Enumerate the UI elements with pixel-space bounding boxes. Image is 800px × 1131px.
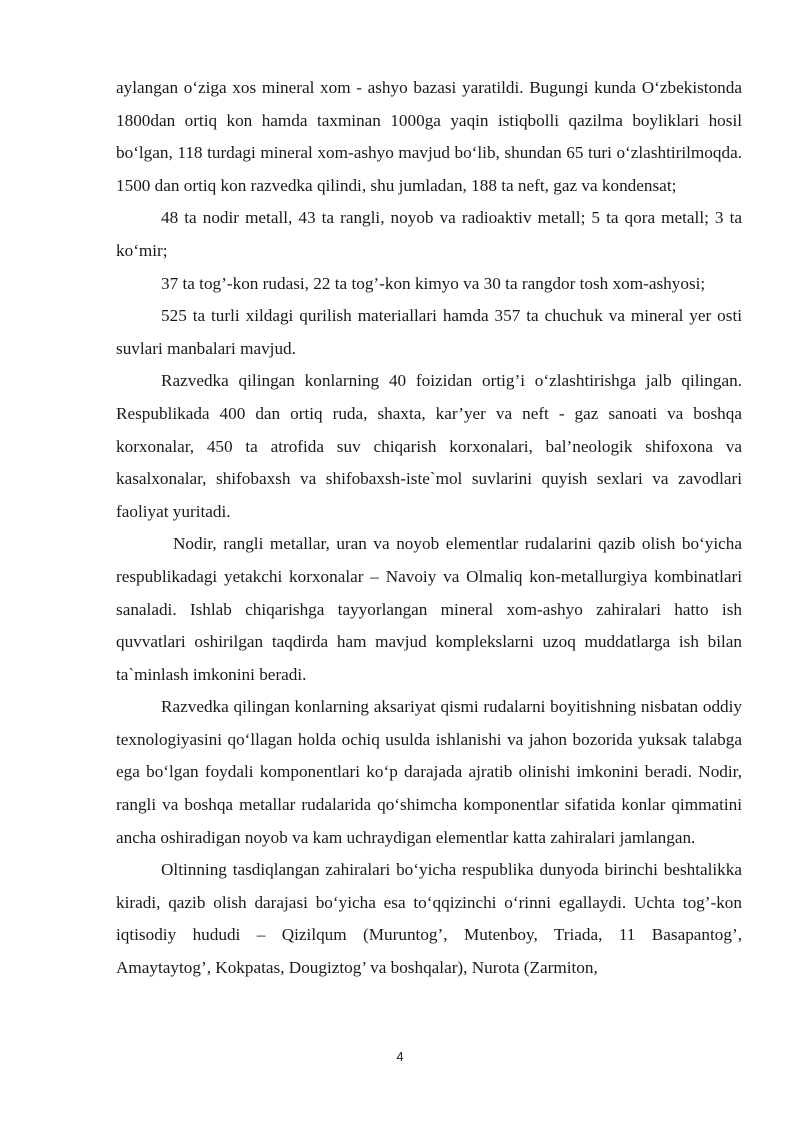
- paragraph-3: 37 ta tog’-kon rudasi, 22 ta tog’-kon kimyo va 30 ta rangdor tosh xom-ashyosi;: [161, 273, 706, 293]
- paragraph-4: 525 ta turli xildagi qurilish materiallari hamda 357 ta chuchuk va mineral yer osti suvlari manbalari mavjud.: [116, 306, 742, 358]
- paragraph-6: Nodir, rangli metallar, uran va noyob elementlar rudalarini qazib olish bo‘yicha respublikadagi yetakchi korxonalar – Navoiy va Olmaliq kon-metallurgiya kombinatlari sanaladi. Ishlab chiqarishga tayyorlangan mineral xom-ashyo zahiralari hatto ish quvvatlari oshirilgan taqdirda ham mavjud komplekslarni uzoq muddatlarga ish bilan ta`minlash imkonini beradi.: [116, 534, 742, 684]
- page-number: 4: [396, 1049, 404, 1064]
- page-body: [116, 72, 742, 985]
- paragraph-1: aylangan o‘ziga xos mineral xom - ashyo bazasi yaratildi. Bugungi kunda O‘zbekistonda 1800dan ortiq kon hamda taxminan 1000ga yaqin istiqbolli qazilma boyliklari hosil bo‘lgan, 118 turdagi mineral xom-ashyo mavjud bo‘lib, shundan 65 turi o‘zlashtirilmoqda. 1500 dan ortiq kon razvedka qilindi, shu jumladan, 188 ta neft, gaz va kondensat;: [116, 78, 742, 195]
- paragraph-5: Razvedka qilingan konlarning 40 foizidan ortig’i o‘zlashtirishga jalb qilingan. Respublikada 400 dan ortiq ruda, shaxta, kar’yer va neft - gaz sanoati va boshqa korxonalar, 450 ta atrofida suv chiqarish korxonalari, bal’neologik shifoxona va kasalxonalar, shifobaxsh va shifobaxsh-iste`mol suvlarini quyish sexlari va zavodlari faoliyat yuritadi.: [116, 371, 742, 521]
- paragraph-2: 48 ta nodir metall, 43 ta rangli, noyob va radioaktiv metall; 5 ta qora metall; 3 ta ko‘mir;: [116, 208, 742, 260]
- paragraph-7: Razvedka qilingan konlarning aksariyat qismi rudalarni boyitishning nisbatan oddiy texnologiyasini qo‘llagan holda ochiq usulda ishlanishi va jahon bozorida yuksak talabga ega bo‘lgan foydali komponentlari ko‘p darajada ajratib olinishi imkonini beradi. Nodir, rangli va boshqa metallar rudalarida qo‘shimcha komponentlar sifatida konlar qimmatini ancha oshiradigan noyob va kam uchraydigan elementlar katta zahiralari jamlangan.: [116, 697, 742, 847]
- paragraph-8: Oltinning tasdiqlangan zahiralari bo‘yicha respublika dunyoda birinchi beshtalikka kiradi, qazib olish darajasi bo‘yicha esa to‘qqizinchi o‘rinni egallaydi. Uchta tog’-kon iqtisodiy hududi – Qizilqum (Muruntog’, Mutenboy, Triada, 11 Basapantog’, Amaytaytog’, Kokpatas, Dougiztog’ va boshqalar), Nurota (Zarmiton,: [116, 860, 742, 978]
